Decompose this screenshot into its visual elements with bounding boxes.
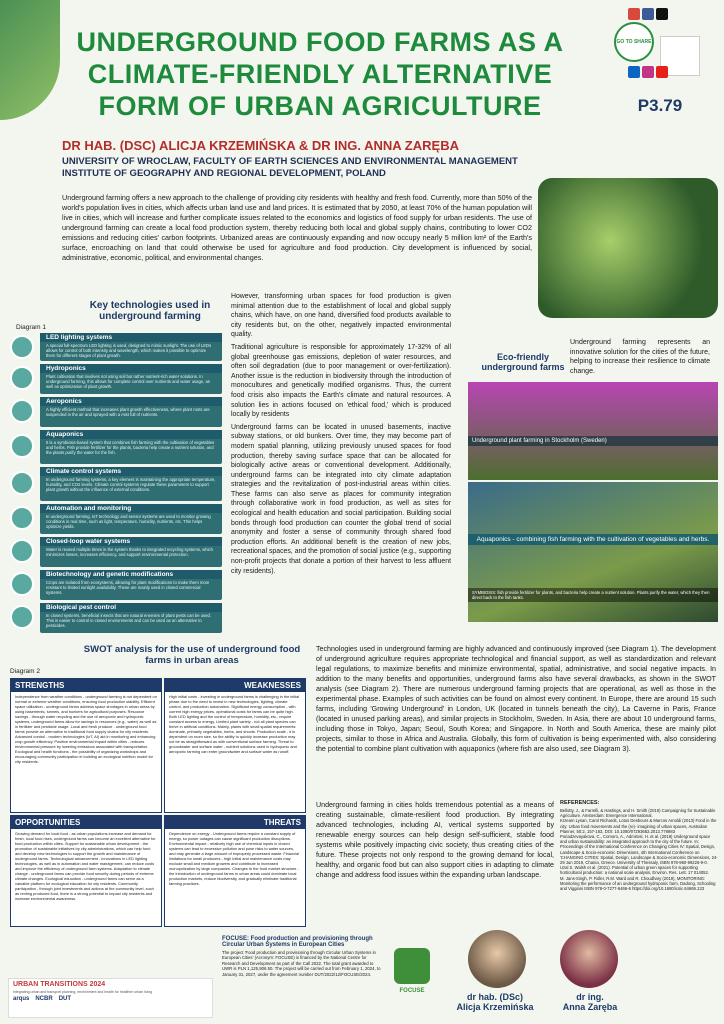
tech-desc: Water is reused multiple times in the system thanks to integrated recycling systems, which minimizes losses, increases efficiency, and support environmental protection. bbox=[46, 547, 213, 558]
arqus-logo: arqus bbox=[13, 996, 30, 1002]
references bbox=[560, 800, 718, 891]
fish-icon bbox=[10, 434, 34, 458]
tech-item-automation bbox=[40, 504, 222, 534]
opportunities-title: OPPORTUNITIES bbox=[11, 816, 161, 829]
swot-weaknesses bbox=[164, 678, 306, 813]
affiliation-line-2: INSTITUTE OF GEOGRAPHY AND REGIONAL DEVELOPMENT, POLAND bbox=[62, 168, 386, 179]
middle-paragraph-3: Underground farms can be located in unused basements, inactive subway stations, or old bunkers. Over time, they may become part of modern spatial planning, utilizing previously unused spaces for food production, thereby saving surface space that can be allocated for biologically active areas or conventional development. Additionally, underground farms can be integrated into city climate adaptation strategies and the revitalization of post-industrial areas within cities. These farms can also serve as places for community integration through collaborative work in food production, as well as sites for ecological and health education and social participation. Building social bonds through food production can counter the global trend of social anonymity and foster a sense of community through shared food production efforts. An additional benefit is the creation of new jobs, recreational spaces, and the promotion of social justice (e.g., supporting non-profit projects that donate a portion of their harvest to less affluent city residents). bbox=[231, 423, 451, 575]
caption-symbiosis: SYMBIOSIS: fish provide fertilizer for plants, and bacteria help create a nutrient solution. Plants purify the water, which they then direct back to the fish tanks. bbox=[468, 588, 718, 602]
key-tech-heading: Key technologies used in underground farming bbox=[89, 300, 211, 322]
google-plus-icon[interactable] bbox=[628, 8, 640, 20]
middle-paragraph-1: However, transforming urban spaces for food production is given minimal attention due to the establishment of local and global supply chains, which have, on one hand, diversified food products available to city residents but, on the other, negatively impacted environmental quality. bbox=[231, 293, 451, 339]
thermometer-icon bbox=[10, 471, 34, 495]
poster-code: P3.79 bbox=[637, 96, 683, 115]
focuse-logo-icon bbox=[394, 948, 430, 984]
tech-item-hydroponics bbox=[40, 364, 222, 394]
weaknesses-text: High initial costs - investing in underground farms is challenging in the initial phase due to the need to invest in new technologies, lighting, climate control, and production automation. Significant energy consumption - with current high energy prices, operational costs for farms can be quite high. Both LED lighting and the control of temperature, humidity, etc., require constant access to energy. Limited plant variety - not all plant species can thrive in artificial conditions. Mainly, plants with small spatial requirements dominate, primarily vegetables, herbs, and shoots. Production scale - it is dependent on room size, so the ability to quickly increase production may not be as straightforward as with conventional surface farming. Threat to groundwater and surface water - nutrient solutions used in hydroponic and aeroponic farming can enter groundwater and surface water as runoff. bbox=[169, 694, 300, 754]
tech-item-aquaponics bbox=[40, 430, 222, 464]
affiliation bbox=[62, 156, 662, 180]
facebook-icon[interactable] bbox=[642, 8, 654, 20]
tech-title: Closed-loop water systems bbox=[40, 537, 222, 546]
tech-title: Biotechnology and genetic modifications bbox=[40, 570, 222, 579]
middle-paragraph-2: Traditional agriculture is responsible for approximately 17-32% of all global greenhouse gas emissions, depletion of water resources, and often soil degradation (due to poor management or over-fertilization). Another issue is the reduction in biodiversity through the introduction of monocultures and genetically modified organisms. Thus, the current food crisis also impacts the Earth's climate and natural resources. A solution lies in actions focused on 'ethical food,' which is produced locally by residents bbox=[231, 343, 451, 419]
avatar-author-2 bbox=[560, 930, 618, 988]
eco-heading: Eco-friendly underground farms bbox=[481, 352, 565, 372]
tech-item-led bbox=[40, 333, 222, 361]
tech-desc: In underground farming, IoT technology and sensor systems are used to monitor growing conditions in real time, such as light, temperature, humidity, nutrients, etc. This helps optimize yields. bbox=[46, 514, 211, 530]
social-row-bottom bbox=[628, 66, 668, 78]
threats-title: THREATS bbox=[165, 816, 305, 829]
share-badge-text: GO TO SHARE bbox=[616, 39, 652, 45]
tech-title: Biological pest control bbox=[40, 603, 222, 612]
social-row-top bbox=[628, 8, 668, 20]
instagram-icon[interactable] bbox=[642, 66, 654, 78]
tech-title: LED lighting systems bbox=[40, 333, 222, 342]
author-1-title: dr hab. (DSc) bbox=[466, 992, 523, 1002]
tech-desc: Plant cultivation that involves not using soil but rather nutrient-rich water solutions. In underground farming, this allows for complete control over nutrients and water usage, as well as optimization of plant growth. bbox=[46, 374, 210, 390]
tech-title: Automation and monitoring bbox=[40, 504, 222, 513]
lower-paragraph-1: Technologies used in underground farming are highly advanced and continuously improved (see Diagram 1). The development of underground agriculture requires appropriate technological and financial support, as well as standardization and relevant legal regulations, to maximize benefits and minimize environmental, spatial, administrative, and social negative impacts. In addition to the many benefits and opportunities, underground farms also have several drawbacks, as shown in the SWOT analysis (see Diagram 2). There are numerous underground farming projects that are operational, as well as those in the experimental phase. Examples of such activities can be found on almost every continent. In Europe, there are around 15 such farms, including 'Growing Underground' in London, UK (located in tunnels beneath the city), La Caverne in Paris, France (located in unused parking areas), and similar projects in Stockholm, Sweden. In Asia, there are about 10 underground farms, including those in Tokyo, Japan; Seoul, South Korea; and Singapore. In North and South America, these are mainly pilot projects, similar to those in Africa and Australia. Globally, this form of cultivation is being experimented with, also considering the potential to combine plant cultivation with aquaponics (where fish are also used, see Diagram 3). bbox=[316, 645, 716, 753]
reference-item: Krzeam Lysan, Carol Richards, Lotus Desbours & Marcos Arnoldi (2013) Food in the city: Urban food movements and the (re)- imagining of urban spaces, Australian Planner, 50:2, 157-163, DOI: 10.1080/07293682.2013.776983 bbox=[560, 818, 717, 834]
photo-aquaponics bbox=[468, 482, 718, 622]
focuse-text: The project 'Food production and provisioning through Circular Urban Systems in European Cities' (Acronym: FOCUSE) is financed by the National Centre for Research and Development as part of the Call 2022. The total grant awarded to UWR is PLN 1,125,906.50. The project will be carried out from February 1, 2024, to January 31, 2027, under the agreement number DUT/2022/12/FOCUSE/2024. bbox=[222, 950, 381, 977]
author-2-fullname: Anna Zaręba bbox=[562, 1002, 618, 1012]
focuse-logo bbox=[392, 934, 432, 1014]
tech-item-aeroponics bbox=[40, 397, 222, 427]
tech-item-biotech bbox=[40, 570, 222, 600]
author-1-name bbox=[440, 992, 550, 1012]
authors: DR HAB. (DSC) ALICJA KRZEMIŃSKA & DR ING. ANNA ZARĘBA bbox=[62, 138, 459, 153]
diagram-2-label: Diagram 2 bbox=[10, 668, 40, 675]
tech-item-climate bbox=[40, 467, 222, 501]
reference-item: Uzal S. Walsh et al. (2021). Potential of urban green spaces for supporting horticultural production: a national scale analysis, Environ. Res. Lett. 17 014052. bbox=[560, 865, 709, 876]
dna-icon bbox=[10, 572, 34, 596]
youtube-icon[interactable] bbox=[656, 66, 668, 78]
swot-strengths bbox=[10, 678, 162, 813]
tech-desc: It is a symbiosis-based system that combines fish farming with the cultivation of vegetables and herbs. Fish provide fertilizer for the plants, bacteria help create a nutrient solution, and the plants purify the water for the fish. bbox=[46, 440, 215, 456]
author-1-fullname: Alicja Krzemińska bbox=[456, 1002, 534, 1012]
tech-title: Climate control systems bbox=[40, 467, 222, 476]
tech-desc: In closed systems, beneficial insects that are natural enemies of plant pests can be used. This is easier to control in closed environments and can be used as an alternative to pesticides. bbox=[46, 613, 212, 629]
swot-threats bbox=[164, 815, 306, 927]
caption-stockholm: Underground plant farming in Stockholm (Sweden) bbox=[468, 436, 718, 446]
tech-desc: A highly efficient method that increases plant growth effectiveness, where plant roots are suspended in the air and sprayed with a mist full of nutrients. bbox=[46, 407, 210, 418]
dut-logo: DUT bbox=[58, 996, 72, 1002]
tech-title: Hydroponics bbox=[40, 364, 222, 373]
tech-item-water bbox=[40, 537, 222, 567]
weaknesses-title: WEAKNESSES bbox=[165, 679, 305, 692]
hydroponics-icon bbox=[10, 366, 34, 390]
focuse-info bbox=[222, 936, 382, 977]
ncbr-logo: NCBR bbox=[35, 996, 53, 1002]
photo-stockholm-farm bbox=[468, 382, 718, 480]
poster-title: UNDERGROUND FOOD FARMS AS A CLIMATE-FRIENDLY ALTERNATIVE FORM OF URBAN AGRICULTURE bbox=[76, 27, 564, 121]
gear-icon bbox=[10, 506, 34, 530]
references-title: REFERENCES: bbox=[560, 800, 600, 806]
leaf-decoration-left bbox=[0, 0, 60, 120]
reference-item: Bellotty, J., & Farrelli, & Hastings, and H. Smith (2019) Campaigning for Sustainable Agriculture. Amsterdam: Emergence International. bbox=[560, 808, 716, 819]
author-2-name bbox=[540, 992, 640, 1012]
share-badge[interactable] bbox=[614, 22, 654, 62]
tech-item-pest bbox=[40, 603, 222, 633]
affiliation-line-1: UNIVERSITY OF WROCLAW, FACULTY OF EARTH SCIENCES AND ENVIRONMENTAL MANAGEMENT bbox=[62, 156, 518, 167]
logo-row bbox=[9, 994, 212, 1004]
author-2-title: dr ing. bbox=[576, 992, 604, 1002]
focuse-title: FOCUSE: Food production and provisioning through Circular Urban Systems in European Cities bbox=[222, 936, 373, 948]
linkedin-icon[interactable] bbox=[628, 66, 640, 78]
lower-paragraph-2: Underground farming in cities holds tremendous potential as a means of creating sustainable, climate-resilient food production. By integrating advanced technologies, including AI, vertical systems supported by renewable energy sources can help design self-sufficient, stable food systems while positively impacting civic society, thus creating cities of the future. These projects not only respond to the growing demand for local, healthy, and organic food but can also support cities in adapting to climate change and address food issues within the expanding urban landscape. bbox=[316, 801, 554, 879]
opportunities-text: Growing demand for local food - as urban populations increase and demand for fresh, local food rises, underground farms can become an excellent alternative for food production within cities. Support for sustainable urban development - the promotion of sustainable initiatives by city administrations, which can help fund and develop new technologies to support the growth and maintenance of underground farms. Technological advancement - innovations in LED lighting technologies, as well as in automation and water management, can reduce costs and improve the efficiency of underground farm systems. Adaptation to climate change - underground farms can provide food security during periods of extreme climate changes. Ecological education - underground farms can serve as a valuable platform for ecological education for city residents. Community participation - through joint investments and actions at the community level, such as renting produced food, there is a strong potential to impact city residents and increase environmental awareness. bbox=[15, 831, 156, 901]
conference-subtitle: Integrating urban and transport planning, environment and health for healthier urban living bbox=[13, 990, 153, 994]
strengths-text: Independence from weather conditions - underground farming is not dependent on normal or extreme weather conditions, ensuring food production stability. Efficient space utilization - underground farms address space shortages in urban areas by using basements, tunnels, and bunkers for agricultural purposes. Resource savings - through water recycling and the use of aeroponic and hydroponic systems, underground farms allow for savings in resources (e.g., water) as well as in fertilizer and pesticide usage. Local and fresh produce - underground food farms provide an alternative to traditional food supply chains for city residents. Advanced control - modern technologies (IoT, AI) aid in monitoring and enhancing crop growth efficiency. Positive environmental impact within cities - reduces environmental pressure by lowering emissions associated with transportation. Ecological and health functions - the possibility of organizing workshops and encouraging community participation in building an ecological nutrition model for city residents. bbox=[15, 694, 157, 764]
ladybug-icon bbox=[10, 605, 34, 629]
swot-heading: SWOT analysis for the use of underground food farms in urban areas bbox=[83, 644, 301, 666]
led-icon bbox=[10, 335, 34, 359]
caption-aquaponics: Aquaponics - combining fish farming with the cultivation of vegetables and herbs. bbox=[468, 534, 718, 545]
focuse-logo-text: FOCUSE bbox=[399, 988, 425, 994]
tech-desc: A special full-spectrum LED lighting is used, designed to mimic sunlight. The use of LEDs allows for control of both intensity and wavelength, which makes it possible to optimize them for different stages of plant growth. bbox=[46, 343, 212, 359]
strengths-title: STRENGTHS bbox=[11, 679, 161, 692]
water-cycle-icon bbox=[10, 539, 34, 563]
swot-opportunities bbox=[10, 815, 162, 927]
partner-logos bbox=[8, 978, 213, 1018]
tech-desc: In underground farming systems, a key element is maintaining the appropriate temperature, humidity, and CO2 levels. Climate control systems regulate these parameters to support plant growth without the influence of external conditions. bbox=[46, 477, 216, 493]
reference-item: M. Jans-Singh, P. Fidler, R.M. Ward and R. Choudhary (2019), MONITORING: Monitoring the performance of an underground hydroponic farm, Dadong, Schooling and Viggiani ISBN 978-0-7277-6466-6 https://doi.org/10.1680/icsic.64669.133 bbox=[560, 875, 716, 892]
tech-title: Aquaponics bbox=[40, 430, 222, 439]
middle-column bbox=[231, 292, 451, 576]
avatar-author-1 bbox=[468, 930, 526, 988]
tech-desc: Crops are isolated from ecosystems, allowing for plant modifications to make them more resistant to limited sunlight availability. These are mainly used in closed commercial systems. bbox=[46, 580, 210, 596]
diagram-1-label: Diagram 1 bbox=[16, 324, 46, 331]
share-panel bbox=[612, 8, 716, 82]
intro-text: Underground farming offers a new approach to the challenge of providing city residents with healthy and fresh food. Currently, more than 50% of the world's population lives in cities, which affects urban land use and land prices. It is estimated that by 2050, at least 70% of the human population will live in cities, which will increase and further complicate issues related to the economics and logistics of food supply for urban residents. The use of underground farming can create a local food production system, thereby reducing both local and global supply chains, contributing to lower CO2 emissions and reducing cities' carbon footprints. Urbanized areas are continuously expanding and now occupy nearly 5 million km² of the Earth's surface, encroaching on land that could otherwise be used for agriculture and food production. City development is influenced by social, administrative, economic, political, and environmental changes. bbox=[62, 193, 532, 262]
eco-text: Underground farming represents an innovative solution for the cities of the future, helping to increase their resilience to climate change. bbox=[570, 339, 710, 375]
aeroponics-icon bbox=[10, 399, 34, 423]
plant-photo bbox=[538, 178, 718, 318]
reference-item: Poriadzevayakova, C., Comoro, A., Admirosi, H. et al. (2019) Underground space and urban sustainability: an integrated approach to the city of the future. In: Proceedings of the International Conference on Changing Cities IV: Spatial, Design, Landscape & Socio-economic Dimensions, 4th International Conference on 'CHANGING CITIES: Spatial, Design, Landscape & Socio-economic Dimensions, 24-29 Jun 2019, Chania, Greece. University of Thessaly, ISBN 978-960-99226-9-0. bbox=[560, 834, 718, 866]
conference-title: URBAN TRANSITIONS 2024 bbox=[13, 981, 106, 988]
x-icon[interactable] bbox=[656, 8, 668, 20]
tech-title: Aeroponics bbox=[40, 397, 222, 406]
threats-text: Dependence on energy - Underground farms require a constant supply of energy, so power outages can cause significant production disruptions. Environmental impact - relatively high use of chemical inputs in closed systems can lead to excessive pollution and pose risks to water sources, and may generate a large amount of improperly processed waste. Financial limitations for small producers - high initial and maintenance costs may exclude small and medium growers and contribute to increased monopolization by large companies. Changes to the food market structure - the introduction of underground farms in urban areas could dominate local production markets, reduce biodiversity, and gradually eliminate traditional farming practices. bbox=[169, 831, 299, 886]
